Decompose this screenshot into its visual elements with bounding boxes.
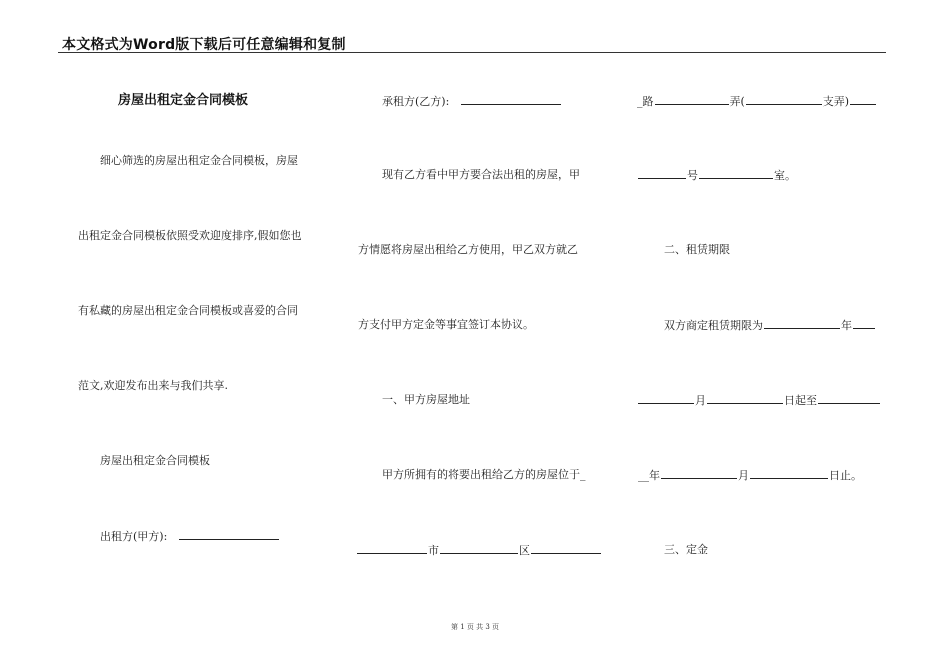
document-title: 房屋出租定金合同模板 bbox=[118, 93, 249, 108]
term-line bbox=[664, 318, 876, 333]
district-label: 区 bbox=[519, 544, 530, 557]
lessee-label: 承租方(乙方): bbox=[382, 95, 450, 108]
intro-paragraph-line-3: 有私藏的房屋出租定金合同模板或喜爱的合同 bbox=[78, 304, 298, 317]
district-after-blank[interactable] bbox=[531, 543, 601, 554]
document-header-title: 本文格式为Word版下载后可任意编辑和复制 bbox=[62, 37, 346, 53]
end-day-blank[interactable] bbox=[750, 468, 828, 479]
section-3-heading: 三、定金 bbox=[664, 543, 708, 556]
header-divider bbox=[58, 52, 886, 53]
number-label: 号 bbox=[687, 169, 698, 182]
intro-paragraph-line-1: 细心筛选的房屋出租定金合同模板，房屋 bbox=[100, 154, 298, 167]
start-month-blank[interactable] bbox=[638, 393, 694, 404]
branch-blank[interactable] bbox=[746, 94, 822, 105]
room-blank[interactable] bbox=[699, 168, 773, 179]
road-line bbox=[637, 94, 877, 109]
lessor-blank[interactable] bbox=[179, 529, 279, 540]
address-line-2 bbox=[357, 543, 602, 558]
body-line-1: 现有乙方看中甲方要合法出租的房屋，甲 bbox=[382, 168, 580, 181]
road-blank[interactable] bbox=[655, 94, 729, 105]
term-label: 双方商定租赁期限为 bbox=[664, 319, 763, 332]
address-line-1: 甲方所拥有的将要出租给乙方的房屋位于_ bbox=[382, 468, 586, 481]
end-month-blank[interactable] bbox=[661, 468, 737, 479]
day-end-label: 日止。 bbox=[829, 469, 862, 482]
city-label: 市 bbox=[428, 544, 439, 557]
road-end-blank[interactable] bbox=[850, 94, 876, 105]
section-1-heading: 一、甲方房屋地址 bbox=[382, 393, 470, 406]
term-date-line bbox=[638, 393, 881, 408]
month-label: 月 bbox=[695, 394, 706, 407]
road-label: _路 bbox=[637, 95, 654, 108]
body-line-2: 方情愿将房屋出租给乙方使用，甲乙双方就乙 bbox=[358, 243, 578, 256]
day-from-label: 日起至 bbox=[784, 394, 817, 407]
end-date-line bbox=[638, 468, 862, 483]
month2-label: 月 bbox=[738, 469, 749, 482]
year2-label: __年 bbox=[638, 469, 660, 482]
body-line-3: 方支付甲方定金等事宜签订本协议。 bbox=[358, 318, 534, 331]
section-2-heading: 二、租赁期限 bbox=[664, 243, 730, 256]
number-blank[interactable] bbox=[638, 168, 686, 179]
lane-label: 弄( bbox=[729, 95, 745, 108]
lessee-blank[interactable] bbox=[461, 94, 561, 105]
room-label: 室。 bbox=[774, 169, 796, 182]
lessor-line bbox=[100, 529, 280, 544]
lessee-line bbox=[382, 94, 562, 109]
term-year-blank[interactable] bbox=[764, 318, 840, 329]
district-blank[interactable] bbox=[440, 543, 518, 554]
contract-subtitle: 房屋出租定金合同模板 bbox=[100, 454, 210, 467]
intro-paragraph-line-4: 范文,欢迎发布出来与我们共享. bbox=[78, 379, 228, 392]
year-after-blank[interactable] bbox=[853, 318, 875, 329]
branch-label: 支弄) bbox=[822, 95, 850, 108]
intro-paragraph-line-2: 出租定金合同模板依照受欢迎度排序,假如您也 bbox=[78, 229, 302, 242]
start-day-blank[interactable] bbox=[707, 393, 783, 404]
end-blank[interactable] bbox=[818, 393, 880, 404]
page-number: 第 1 页 共 3 页 bbox=[450, 623, 500, 631]
city-blank[interactable] bbox=[357, 543, 427, 554]
year-label: 年 bbox=[841, 319, 852, 332]
number-line bbox=[638, 168, 796, 183]
lessor-label: 出租方(甲方): bbox=[100, 530, 168, 543]
